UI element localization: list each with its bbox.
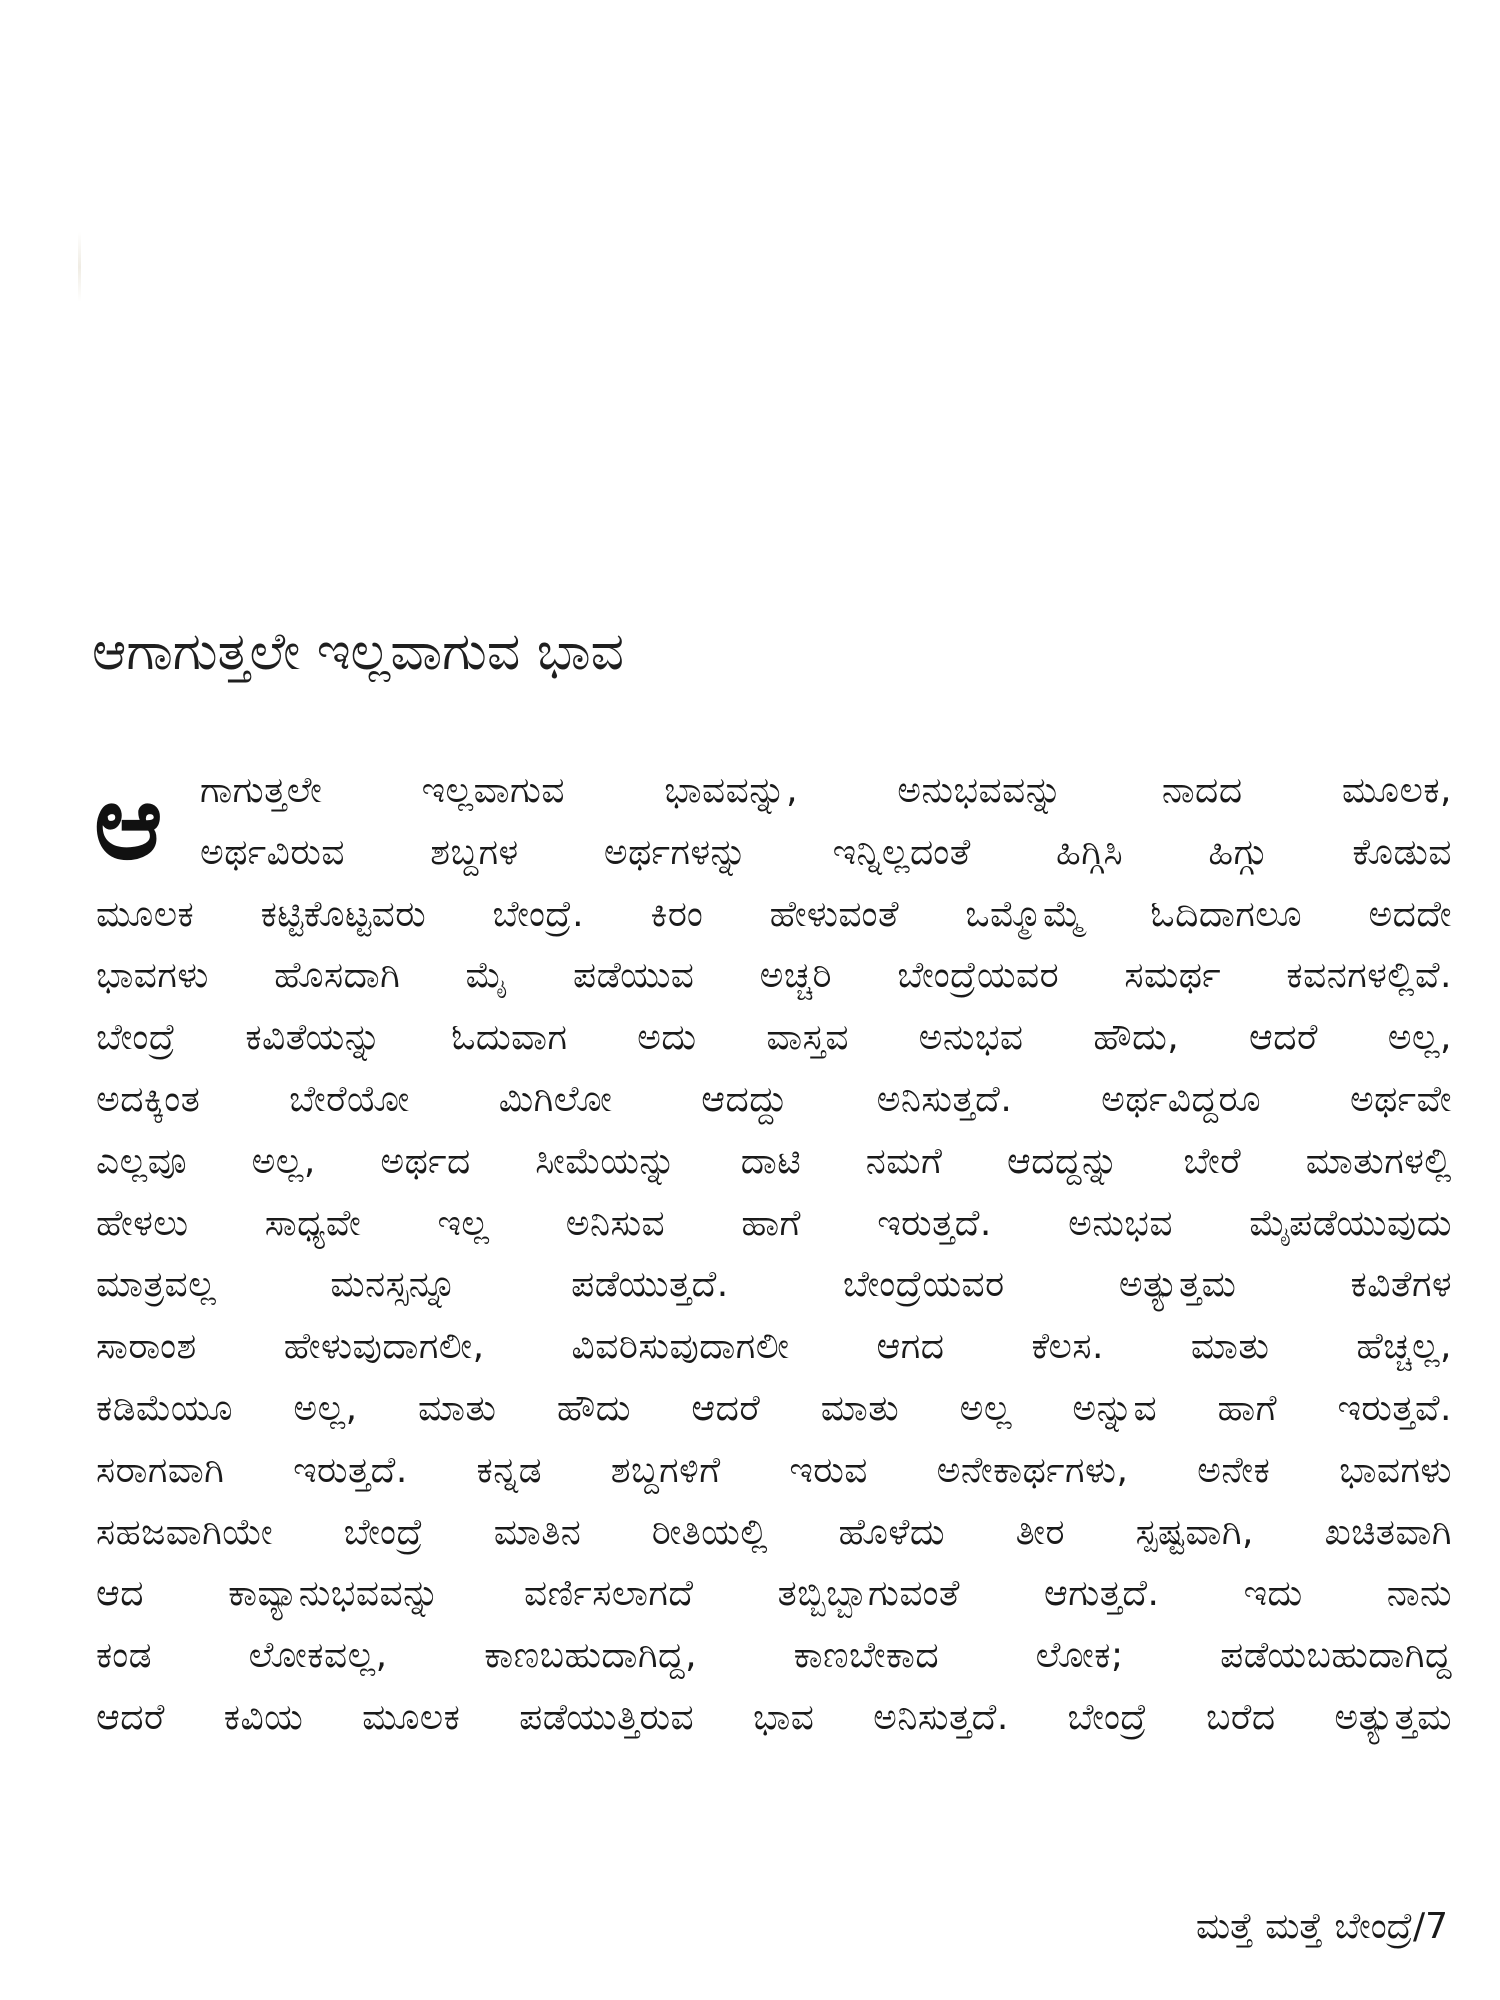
body-line: ಅದಕ್ಕಿಂತ ಬೇರೆಯೋ ಮಿಗಿಲೋ ಆದದ್ದು ಅನಿಸುತ್ತದೆ. ಅರ್ಥವಿದ್ದರೂ ಅರ್ಥವೇ	[96, 1078, 1452, 1120]
body-line: ಅರ್ಥವಿರುವ ಶಬ್ದಗಳ ಅರ್ಥಗಳನ್ನು ಇನ್ನಿಲ್ಲದಂತೆ ಹಿಗ್ಗಿಸಿ ಹಿಗ್ಗು ಕೊಡುವ	[200, 831, 1452, 873]
body-line: ಎಲ್ಲವೂ ಅಲ್ಲ, ಅರ್ಥದ ಸೀಮೆಯನ್ನು ದಾಟಿ ನಮಗೆ ಆದದ್ದನ್ನು ಬೇರೆ ಮಾತುಗಳಲ್ಲಿ	[96, 1140, 1452, 1182]
body-line: ಕಂಡ ಲೋಕವಲ್ಲ, ಕಾಣಬಹುದಾಗಿದ್ದ, ಕಾಣಬೇಕಾದ ಲೋಕ; ಪಡೆಯಬಹುದಾಗಿದ್ದ	[96, 1635, 1452, 1677]
body-line: ಗಾಗುತ್ತಲೇ ಇಲ್ಲವಾಗುವ ಭಾವವನ್ನು, ಅನುಭವವನ್ನು ನಾದದ ಮೂಲಕ,	[200, 770, 1452, 811]
running-footer: ಮತ್ತೆ ಮತ್ತೆ ಬೇಂದ್ರೆ/7	[1195, 1906, 1448, 1947]
scan-artifact	[78, 232, 81, 302]
article-body	[96, 760, 1452, 1749]
chapter-title: ಆಗಾಗುತ್ತಲೇ ಇಲ್ಲವಾಗುವ ಭಾವ	[92, 622, 624, 682]
body-line: ಮೂಲಕ ಕಟ್ಟಿಕೊಟ್ಟವರು ಬೇಂದ್ರೆ. ಕಿರಂ ಹೇಳುವಂತೆ ಒಮ್ಮೊಮ್ಮೆ ಓದಿದಾಗಲೂ ಅದದೇ	[96, 893, 1452, 935]
drop-cap: ಆ	[94, 761, 163, 883]
body-line: ಭಾವಗಳು ಹೊಸದಾಗಿ ಮೈ ಪಡೆಯುವ ಅಚ್ಚರಿ ಬೇಂದ್ರೆಯವರ ಸಮರ್ಥ ಕವನಗಳಲ್ಲಿವೆ.	[96, 955, 1452, 997]
body-line: ಸಹಜವಾಗಿಯೇ ಬೇಂದ್ರೆ ಮಾತಿನ ರೀತಿಯಲ್ಲಿ ಹೊಳೆದು ತೀರ ಸ್ಪಷ್ಟವಾಗಿ, ಖಚಿತವಾಗಿ	[96, 1511, 1452, 1553]
body-line: ಆದರೆ ಕವಿಯ ಮೂಲಕ ಪಡೆಯುತ್ತಿರುವ ಭಾವ ಅನಿಸುತ್ತದೆ. ಬೇಂದ್ರೆ ಬರೆದ ಅತ್ಯುತ್ತಮ	[96, 1696, 1452, 1738]
body-line: ಕಡಿಮೆಯೂ ಅಲ್ಲ, ಮಾತು ಹೌದು ಆದರೆ ಮಾತು ಅಲ್ಲ ಅನ್ನುವ ಹಾಗೆ ಇರುತ್ತವೆ.	[96, 1387, 1452, 1429]
body-line: ಸಾರಾಂಶ ಹೇಳುವುದಾಗಲೀ, ವಿವರಿಸುವುದಾಗಲೀ ಆಗದ ಕೆಲಸ. ಮಾತು ಹೆಚ್ಚಲ್ಲ,	[96, 1326, 1452, 1368]
body-line: ಮಾತ್ರವಲ್ಲ ಮನಸ್ಸನ್ನೂ ಪಡೆಯುತ್ತದೆ. ಬೇಂದ್ರೆಯವರ ಅತ್ಯುತ್ತಮ ಕವಿತೆಗಳ	[96, 1264, 1452, 1306]
body-line: ಆದ ಕಾವ್ಯಾನುಭವವನ್ನು ವರ್ಣಿಸಲಾಗದೆ ತಬ್ಬಿಬ್ಬಾಗುವಂತೆ ಆಗುತ್ತದೆ. ಇದು ನಾನು	[96, 1573, 1452, 1615]
body-line: ಬೇಂದ್ರೆ ಕವಿತೆಯನ್ನು ಓದುವಾಗ ಅದು ವಾಸ್ತವ ಅನುಭವ ಹೌದು, ಆದರೆ ಅಲ್ಲ,	[96, 1017, 1452, 1059]
body-line: ಸರಾಗವಾಗಿ ಇರುತ್ತದೆ. ಕನ್ನಡ ಶಬ್ದಗಳಿಗೆ ಇರುವ ಅನೇಕಾರ್ಥಗಳು, ಅನೇಕ ಭಾವಗಳು	[96, 1449, 1452, 1491]
body-line: ಹೇಳಲು ಸಾಧ್ಯವೇ ಇಲ್ಲ ಅನಿಸುವ ಹಾಗೆ ಇರುತ್ತದೆ. ಅನುಭವ ಮೈಪಡೆಯುವುದು	[96, 1202, 1452, 1244]
